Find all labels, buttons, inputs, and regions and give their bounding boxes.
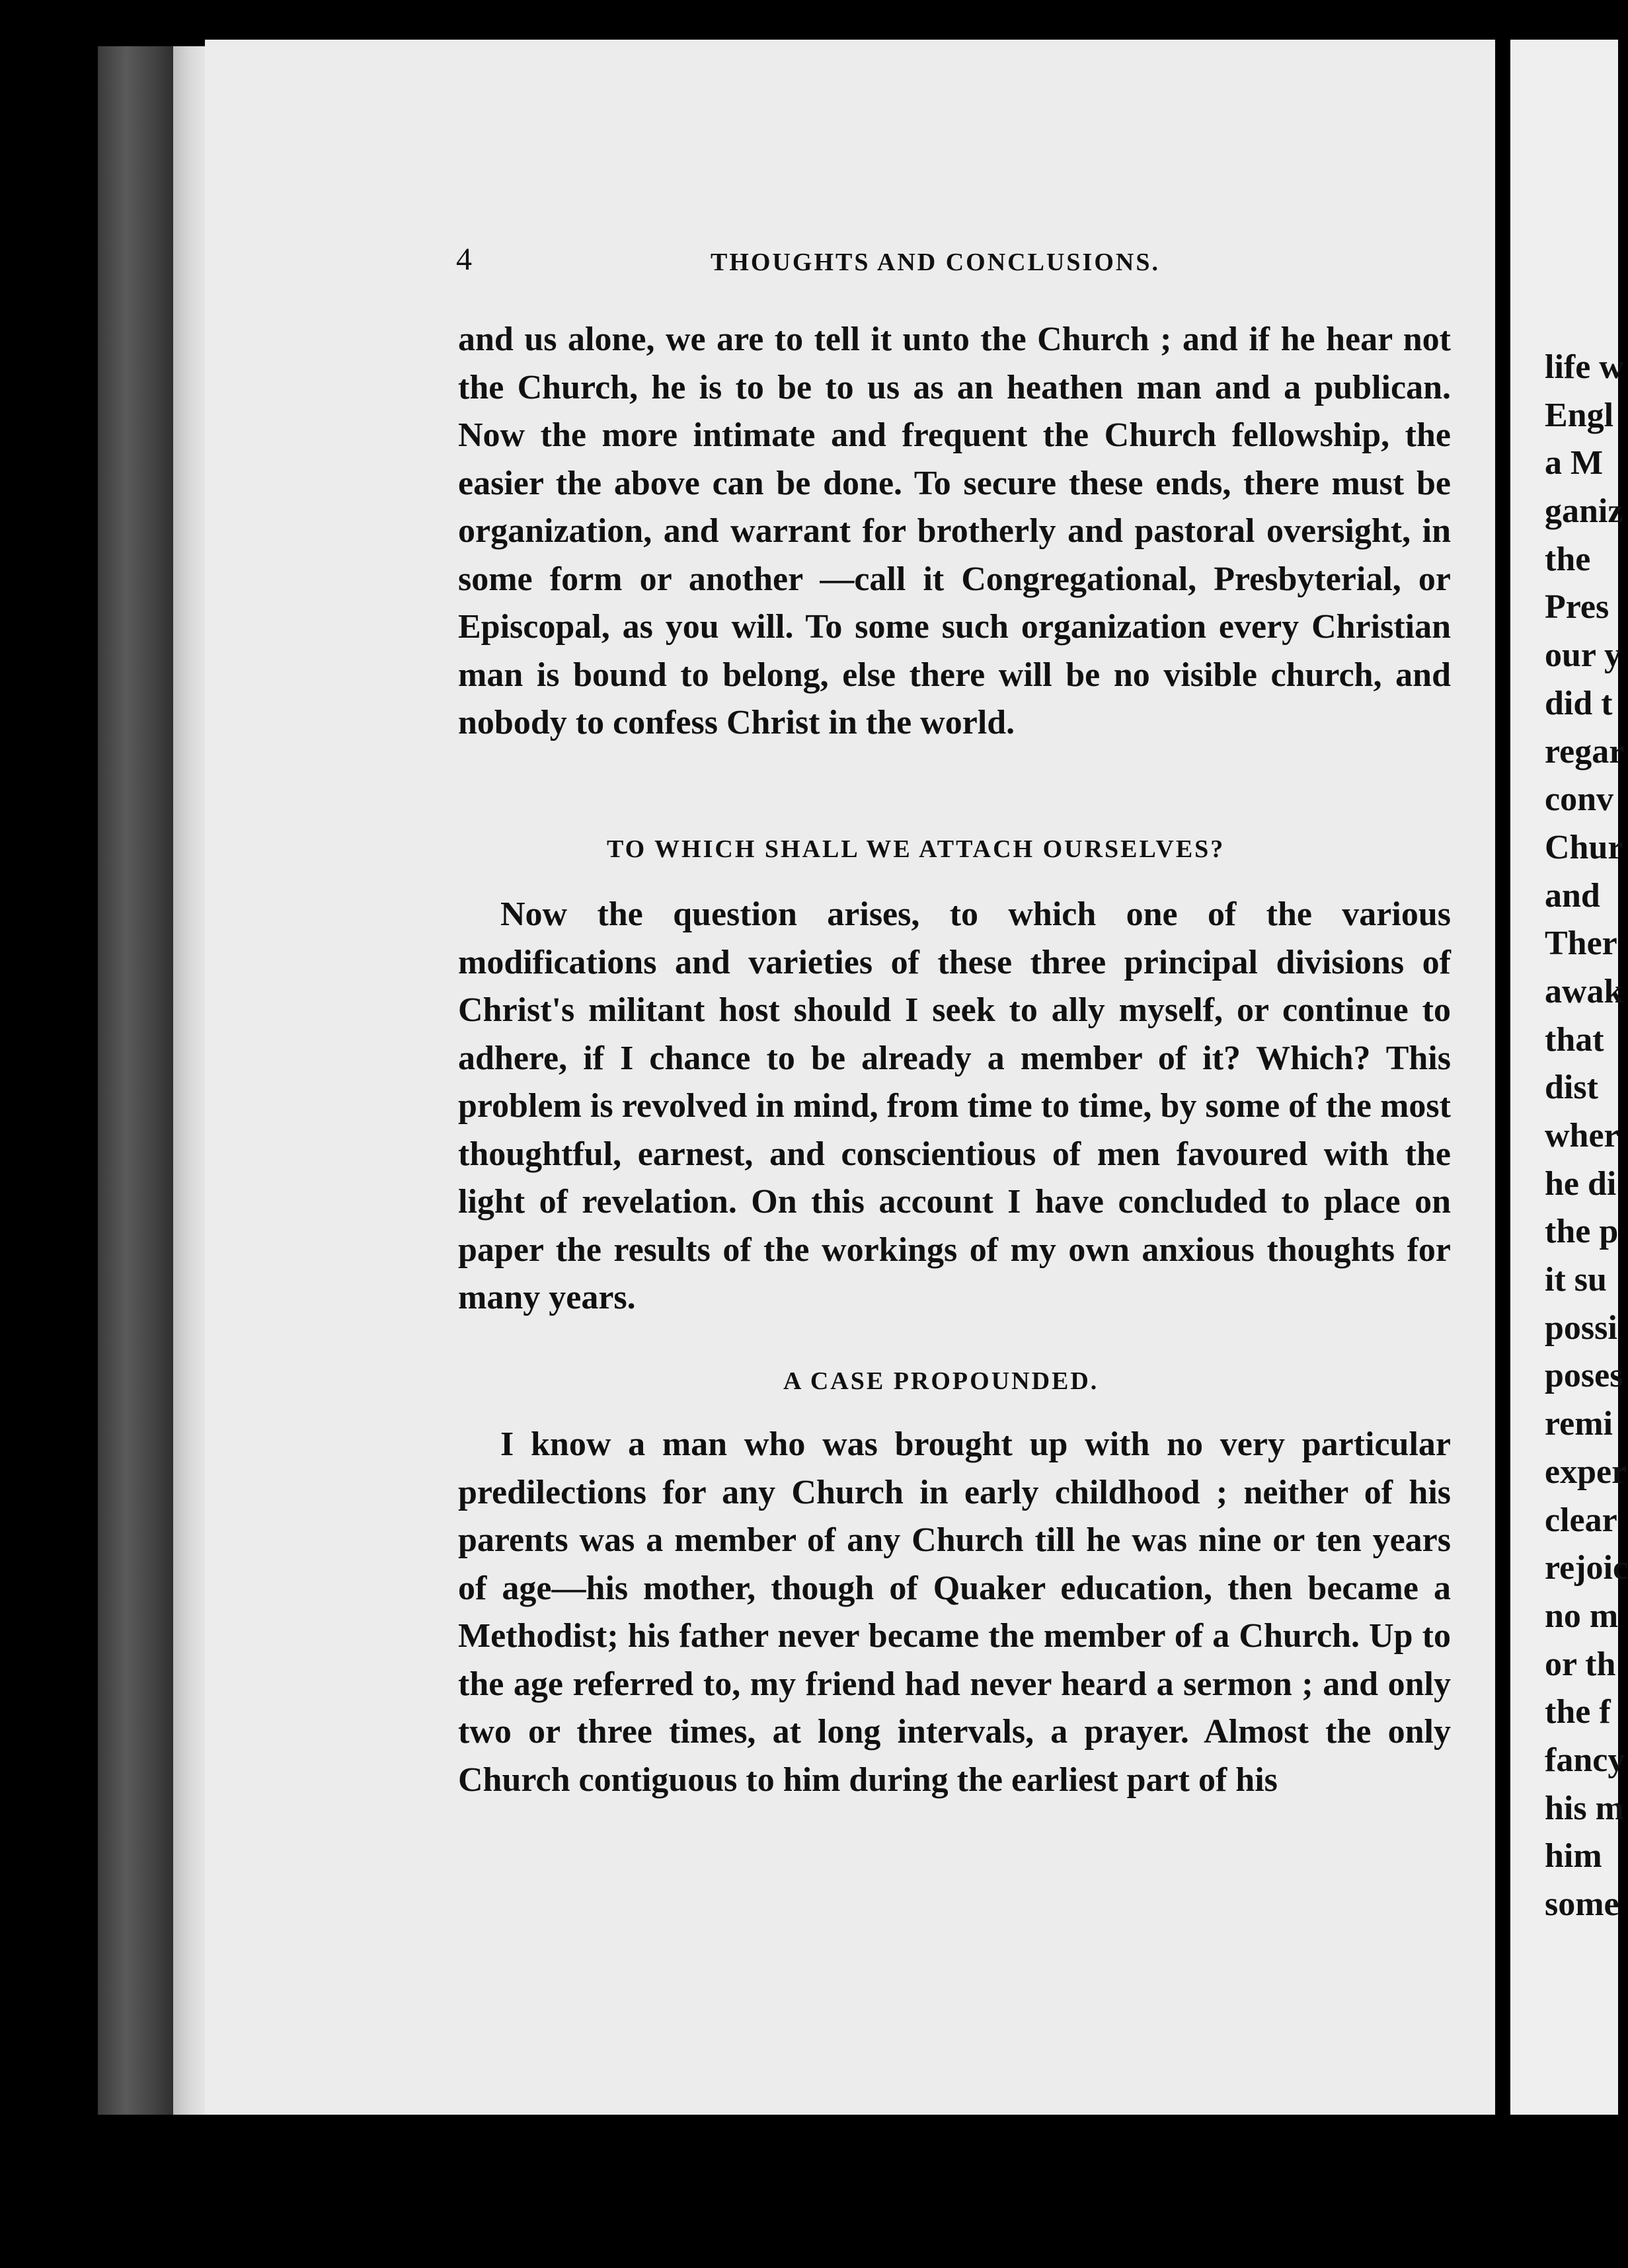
running-title: THOUGHTS AND CONCLUSIONS. xyxy=(711,248,1160,276)
paragraph-2-text: Now the question arises, to which one of the various modifications and varieties of these three principal divisions of Christ's militant host should I seek to ally myself, or continue to adhere, if I chance to be already a member of it? Which? This problem is revolved in mind, from time to time, by some of the most thoughtful, earnest, and conscientious of men favoured with the light of revelation. On this account I have concluded to place on paper the results of the workings of my own anxious thoughts for many years. xyxy=(458,895,1451,1316)
book-binding xyxy=(98,46,177,2115)
section-heading-attach: TO WHICH SHALL WE ATTACH OURSELVES? xyxy=(607,835,1225,863)
facing-page-line: or th xyxy=(1545,1645,1616,1683)
facing-page-line: him xyxy=(1545,1837,1602,1875)
facing-page-line: the p xyxy=(1545,1213,1619,1251)
facing-page-line: possi xyxy=(1545,1308,1617,1347)
page-divider xyxy=(1495,40,1510,2154)
facing-page-line: regar xyxy=(1545,732,1625,771)
facing-page-line: exper xyxy=(1545,1453,1627,1491)
facing-page-line: awak xyxy=(1545,972,1623,1010)
facing-page-line: rejoic xyxy=(1545,1549,1628,1587)
facing-page-line: our y xyxy=(1545,636,1622,675)
facing-page-line: did t xyxy=(1545,684,1613,722)
paragraph-1-text: and us alone, we are to tell it unto the Church ; and if he hear not the Church, he is to be to us as an heathen man and a publican. Now the more intimate and frequent the Church fellowship, the easier the above can be done. To secure these ends, there must be organization, and warrant for brotherly and pastoral oversight, in some form or another —call it Congregational, Presbyterial, or Episcopal, as you will. To some such organization every Christian man is bound to belong, else there will be no visible church, and nobody to confess Christ in the world. xyxy=(458,321,1451,741)
page-edge xyxy=(173,46,206,2115)
facing-page xyxy=(1510,40,1628,2115)
facing-page-line: some xyxy=(1545,1885,1619,1923)
paragraph-3-text: I know a man who was brought up with no very particular predilections for any Church in early childhood ; neither of his parents was a member of any Church till he was nine or ten years of age—his mother, though of Quaker education, then became a Methodist; his father never became the member of a Church. Up to the age referred to, my friend had never heard a sermon ; and only two or three times, at long intervals, a prayer. Almost the only Church contiguous to him during the earliest part of his xyxy=(458,1425,1451,1799)
facing-page-line: ganiz xyxy=(1545,492,1623,531)
page-header xyxy=(456,241,1451,287)
paragraph-1 xyxy=(458,316,1451,747)
facing-page-line: remi xyxy=(1545,1405,1613,1443)
facing-page-line: clear xyxy=(1545,1501,1617,1539)
paragraph-2 xyxy=(458,891,1451,1322)
facing-page-line: wher xyxy=(1545,1117,1619,1154)
facing-page-line: the xyxy=(1545,540,1591,578)
facing-page-line: Chur xyxy=(1545,828,1623,866)
facing-page-line: conv xyxy=(1545,780,1613,819)
facing-page-line: Ther xyxy=(1545,925,1617,963)
section-heading-case: A CASE PROPOUNDED. xyxy=(783,1367,1099,1395)
facing-page-line: a M xyxy=(1545,444,1604,482)
facing-page-line: poses xyxy=(1545,1357,1623,1395)
facing-page-line: life w xyxy=(1545,348,1624,386)
facing-page-line: fancy xyxy=(1545,1741,1625,1779)
facing-page-line: the f xyxy=(1545,1693,1611,1731)
facing-page-line: dist xyxy=(1545,1069,1598,1107)
facing-page-line: Pres xyxy=(1545,588,1609,626)
facing-page-line: his m xyxy=(1545,1789,1624,1827)
paragraph-3 xyxy=(458,1421,1451,1804)
facing-page-text xyxy=(1545,344,1628,1929)
facing-page-line: he di xyxy=(1545,1164,1617,1203)
facing-page-line: it su xyxy=(1545,1261,1607,1299)
facing-page-line: no m xyxy=(1545,1597,1619,1635)
facing-page-line: that xyxy=(1545,1020,1604,1059)
facing-page-line: and xyxy=(1545,876,1600,915)
page-number: 4 xyxy=(456,242,473,277)
facing-page-line: Engl xyxy=(1545,396,1614,434)
